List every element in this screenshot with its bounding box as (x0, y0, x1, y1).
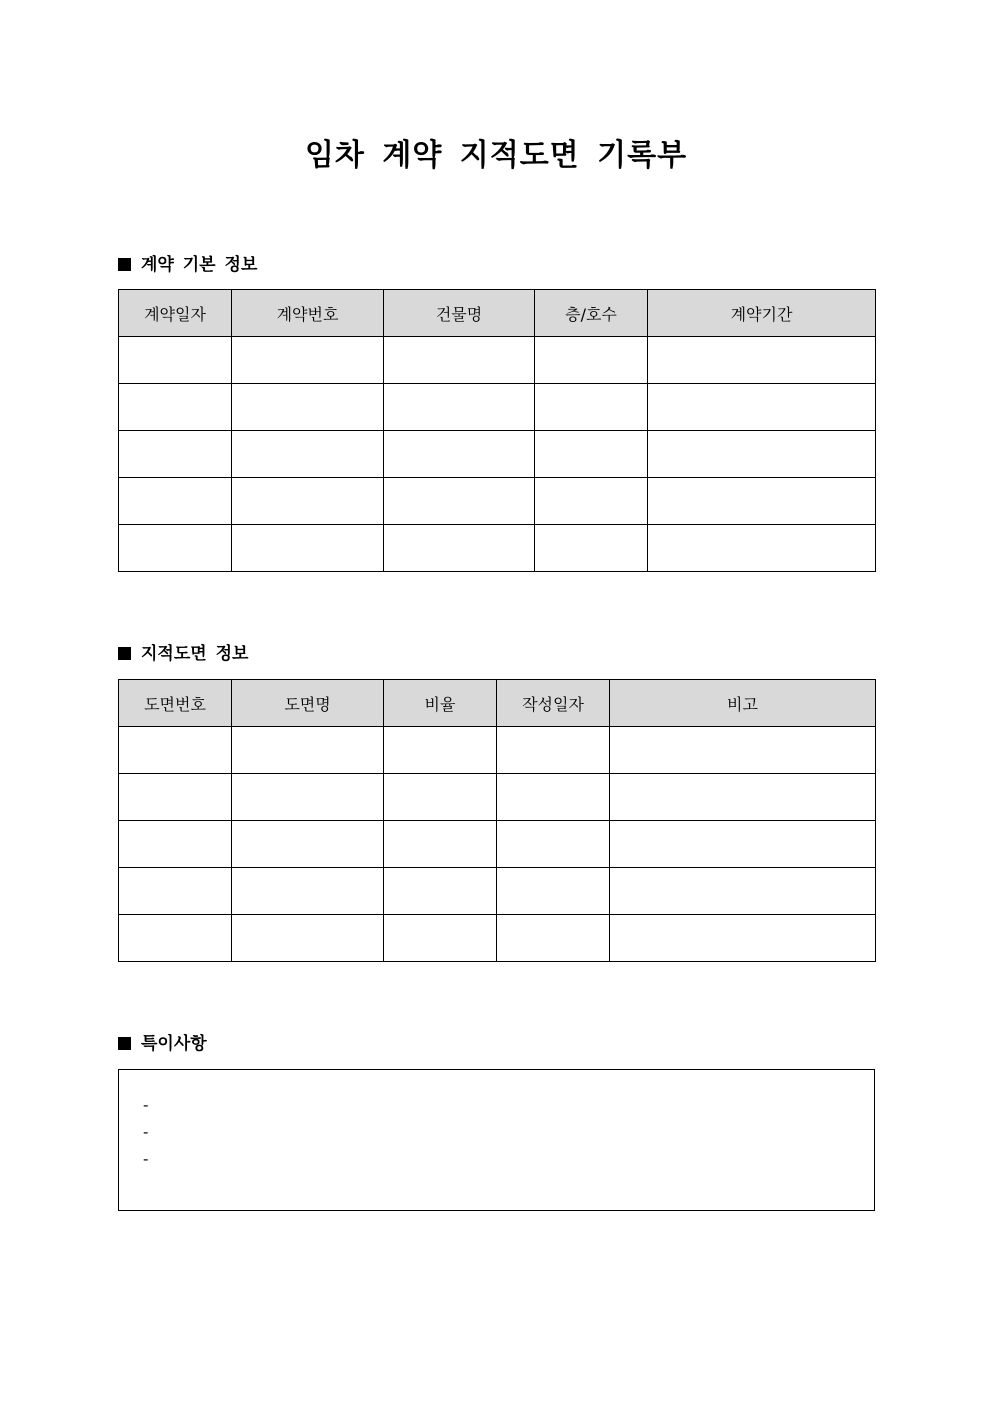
drawing-info-table (118, 679, 876, 962)
table-cell[interactable] (384, 431, 535, 478)
table-cell[interactable] (648, 431, 876, 478)
page-title: 임차 계약 지적도면 기록부 (304, 138, 688, 173)
table-cell[interactable] (497, 915, 610, 962)
table-cell[interactable] (648, 337, 876, 384)
column-header-remarks: 비고 (610, 680, 876, 727)
table-cell[interactable] (232, 384, 384, 431)
column-header-building-name: 건물명 (384, 290, 535, 337)
table-header-row (119, 680, 876, 727)
table-cell[interactable] (119, 478, 232, 525)
contract-section-heading (118, 253, 257, 277)
table-cell[interactable] (384, 478, 535, 525)
table-cell[interactable] (384, 727, 497, 774)
table-cell[interactable] (535, 384, 648, 431)
table-cell[interactable] (384, 384, 535, 431)
column-header-scale: 비율 (384, 680, 497, 727)
column-header-drawing-number: 도면번호 (119, 680, 232, 727)
table-cell[interactable] (119, 821, 232, 868)
table-cell[interactable] (119, 868, 232, 915)
drawing-section-heading-label: 지적도면 정보 (141, 644, 249, 664)
column-header-floor-unit: 층/호수 (535, 290, 648, 337)
table-cell[interactable] (232, 337, 384, 384)
table-cell[interactable] (384, 525, 535, 572)
table-cell[interactable] (119, 525, 232, 572)
notes-list (119, 1070, 874, 1173)
table-cell[interactable] (232, 821, 384, 868)
table-row (119, 915, 876, 962)
table-cell[interactable] (119, 337, 232, 384)
notes-section-heading-label: 특이사항 (141, 1034, 207, 1054)
table-cell[interactable] (232, 431, 384, 478)
table-cell[interactable] (384, 868, 497, 915)
list-item: - (143, 1096, 149, 1114)
notes-section-heading (118, 1032, 207, 1056)
table-row (119, 727, 876, 774)
table-row (119, 337, 876, 384)
table-cell[interactable] (648, 384, 876, 431)
table-cell[interactable] (119, 915, 232, 962)
notes-box[interactable] (118, 1069, 875, 1211)
table-cell[interactable] (232, 915, 384, 962)
list-item: - (143, 1150, 149, 1168)
table-cell[interactable] (497, 868, 610, 915)
table-cell[interactable] (610, 915, 876, 962)
table-cell[interactable] (535, 525, 648, 572)
table-cell[interactable] (648, 478, 876, 525)
table-cell[interactable] (384, 821, 497, 868)
table-row (119, 821, 876, 868)
table-row (119, 384, 876, 431)
table-cell[interactable] (232, 774, 384, 821)
table-cell[interactable] (610, 774, 876, 821)
table-cell[interactable] (648, 525, 876, 572)
table-cell[interactable] (119, 727, 232, 774)
table-cell[interactable] (610, 868, 876, 915)
table-header-row (119, 290, 876, 337)
black-square-icon (118, 647, 131, 660)
drawing-section-heading (118, 642, 248, 666)
table-cell[interactable] (232, 478, 384, 525)
table-cell[interactable] (384, 915, 497, 962)
table-cell[interactable] (610, 727, 876, 774)
contract-section-heading-label: 계약 기본 정보 (141, 255, 258, 275)
column-header-contract-period: 계약기간 (648, 290, 876, 337)
table-cell[interactable] (497, 821, 610, 868)
table-row (119, 431, 876, 478)
table-row (119, 478, 876, 525)
list-item: - (143, 1123, 149, 1141)
table-cell[interactable] (535, 478, 648, 525)
table-cell[interactable] (535, 337, 648, 384)
table-cell[interactable] (535, 431, 648, 478)
contract-info-table (118, 289, 876, 572)
table-cell[interactable] (497, 774, 610, 821)
black-square-icon (118, 258, 131, 271)
table-cell[interactable] (384, 337, 535, 384)
column-header-drawing-name: 도면명 (232, 680, 384, 727)
column-header-created-date: 작성일자 (497, 680, 610, 727)
table-cell[interactable] (384, 774, 497, 821)
table-cell[interactable] (119, 431, 232, 478)
column-header-contract-date: 계약일자 (119, 290, 232, 337)
black-square-icon (118, 1037, 131, 1050)
column-header-contract-number: 계약번호 (232, 290, 384, 337)
table-cell[interactable] (497, 727, 610, 774)
table-row (119, 525, 876, 572)
table-row (119, 868, 876, 915)
table-cell[interactable] (232, 525, 384, 572)
table-cell[interactable] (119, 774, 232, 821)
table-cell[interactable] (232, 868, 384, 915)
table-cell[interactable] (610, 821, 876, 868)
table-cell[interactable] (232, 727, 384, 774)
table-row (119, 774, 876, 821)
table-cell[interactable] (119, 384, 232, 431)
